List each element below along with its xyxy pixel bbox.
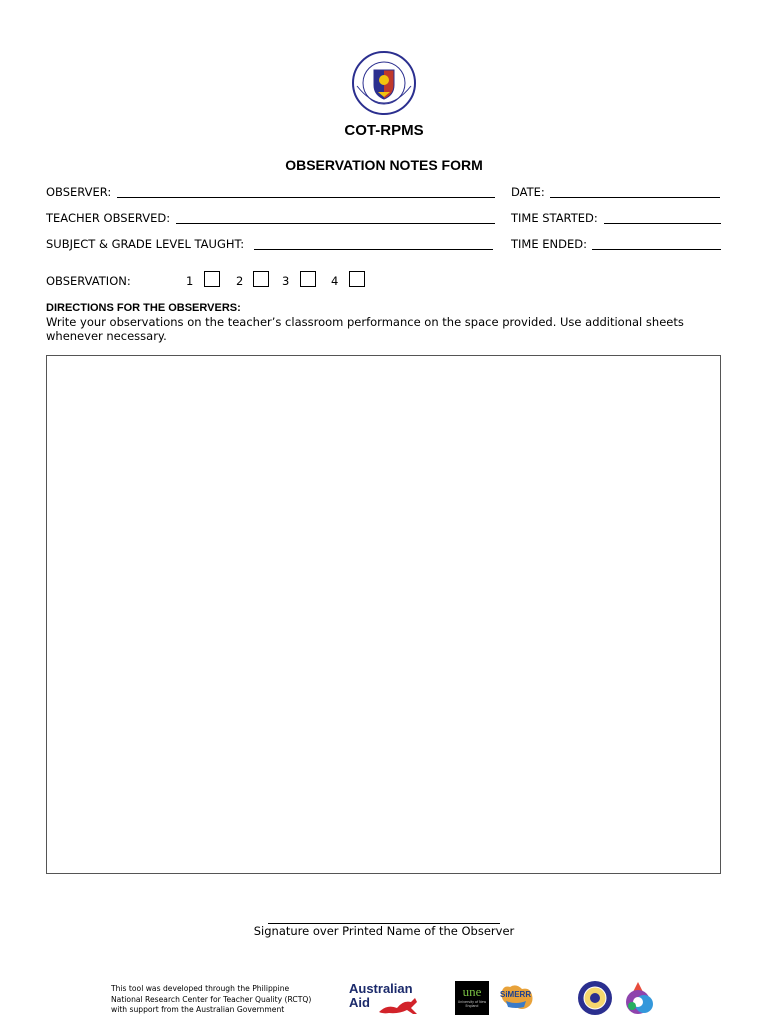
australian-aid-logo bbox=[349, 982, 425, 1016]
philippine-normal-university-seal bbox=[576, 980, 614, 1016]
time-ended-field[interactable] bbox=[592, 249, 721, 250]
observation-checkbox-1[interactable] bbox=[204, 271, 220, 287]
credit-line-1: This tool was developed through the Philippine bbox=[111, 984, 290, 993]
une-logo-text: une bbox=[462, 984, 482, 999]
credit-text bbox=[111, 984, 351, 1016]
form-title: COT-RPMS bbox=[344, 122, 424, 139]
observer-label: OBSERVER: bbox=[46, 185, 112, 199]
observation-checkbox-2[interactable] bbox=[253, 271, 269, 287]
australian-aid-text: Australian bbox=[349, 981, 413, 996]
credit-line-3: with support from the Australian Government bbox=[111, 1005, 285, 1014]
observation-checkbox-4[interactable] bbox=[349, 271, 365, 287]
date-field[interactable] bbox=[550, 197, 720, 198]
signature-caption: Signature over Printed Name of the Observer bbox=[253, 924, 515, 938]
date-label: DATE: bbox=[511, 185, 545, 199]
subject-grade-label: SUBJECT & GRADE LEVEL TAUGHT: bbox=[46, 237, 245, 251]
directions-heading: DIRECTIONS FOR THE OBSERVERS: bbox=[46, 302, 241, 314]
observation-option-2-label: 2 bbox=[236, 274, 244, 288]
observation-option-1-label: 1 bbox=[186, 274, 194, 288]
time-started-field[interactable] bbox=[604, 223, 721, 224]
kangaroo-icon bbox=[377, 994, 425, 1016]
rctq-logo bbox=[618, 980, 658, 1016]
une-logo bbox=[455, 981, 489, 1015]
teacher-observed-field[interactable] bbox=[176, 223, 495, 224]
deped-seal-logo bbox=[347, 50, 421, 116]
observation-option-3-label: 3 bbox=[282, 274, 290, 288]
time-started-label: TIME STARTED: bbox=[511, 211, 598, 225]
observer-field[interactable] bbox=[117, 197, 495, 198]
observation-label: OBSERVATION: bbox=[46, 274, 131, 288]
credit-line-2: National Research Center for Teacher Quality (RCTQ) bbox=[111, 994, 312, 1004]
aid-text: Aid bbox=[349, 995, 370, 1010]
time-ended-label: TIME ENDED: bbox=[511, 237, 587, 251]
simerr-logo bbox=[496, 981, 536, 1015]
observation-option-4-label: 4 bbox=[331, 274, 339, 288]
subject-grade-field[interactable] bbox=[254, 249, 493, 250]
une-logo-subtext: University of New England bbox=[457, 1000, 487, 1008]
observation-checkbox-3[interactable] bbox=[300, 271, 316, 287]
directions-body: Write your observations on the teacher’s classroom performance on the space provided. Use additional sheets whenever necessary. bbox=[46, 315, 684, 343]
observation-notes-area[interactable] bbox=[46, 355, 721, 874]
teacher-observed-label: TEACHER OBSERVED: bbox=[46, 211, 171, 225]
simerr-logo-text: SiMERR bbox=[500, 990, 532, 999]
form-subtitle: OBSERVATION NOTES FORM bbox=[285, 157, 483, 173]
